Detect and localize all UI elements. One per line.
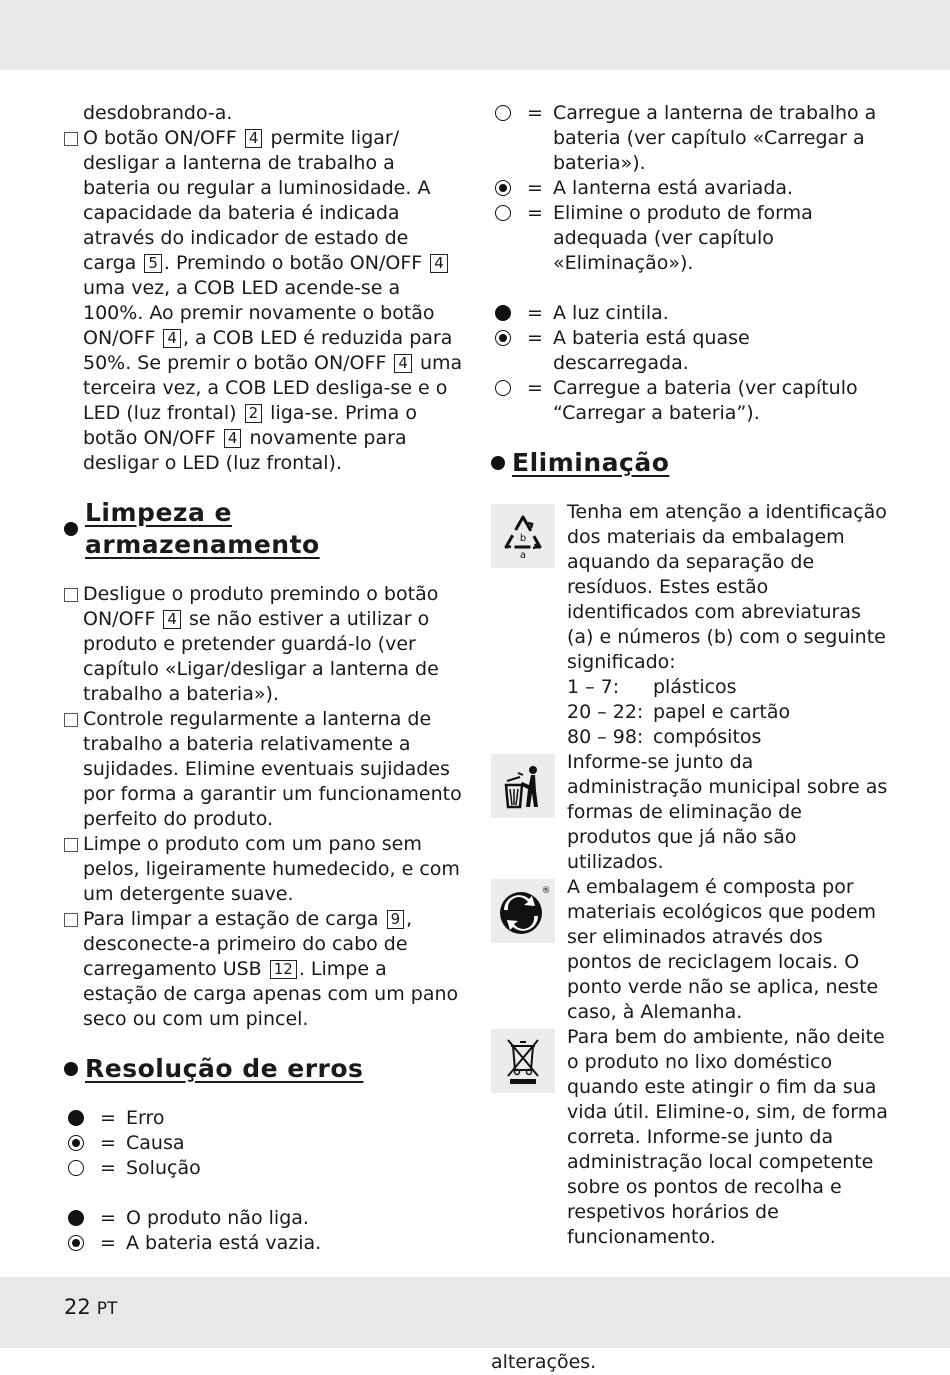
weee-text: Para bem do ambiente, não deite o produto no lixo doméstico quando este atingir o fim da sua vida útil. Elimine-o, sim, de forma correta. Informe-se junto da administração local competente sobre os pontos de recolha e respetivos horários de funcionamento. — [567, 1026, 888, 1248]
section-heading-troubleshooting: Resolução de erros — [64, 1053, 464, 1085]
target-circle-icon — [68, 1135, 84, 1151]
checkbox-bullet-icon — [64, 132, 78, 146]
filled-circle-icon — [68, 1110, 84, 1126]
troubleshoot-case-2: = A luz cintila. = A bateria está quase descarregada. = Carregue a bateria (ver capítulo “Carregar a bateria”). — [491, 301, 891, 426]
bin-text: Informe-se junto da administração municipal sobre as formas de eliminação de produtos que já não são utilizados. — [567, 751, 888, 873]
recycling-block — [491, 500, 891, 750]
list-item-onoff: O botão ON/OFF 4 permite ligar/ desligar a lanterna de trabalho a bateria ou regular a luminosidade. A capacidade da bateria é indicada através do indicador de estado de carga 5 . Premindo o botão ON/OFF 4 uma vez, a COB LED acende-se a 100%. Ao premir novamente o botão ON/OFF 4 , a COB LED é reduzida para 50%. Se premir o botão ON/OFF 4 uma terceira vez, a COB LED desliga-se e o LED (luz frontal) 2 liga-se. Prima o botão ON/OFF 4 novamente para desligar o LED (luz frontal). — [64, 126, 464, 476]
section-heading-cleaning: Limpeza e armazenamento — [64, 497, 464, 561]
target-circle-icon — [495, 330, 511, 346]
checkbox-bullet-icon — [64, 838, 78, 852]
list-item-cleaning-1: Desligue o produto premindo o botão ON/OFF 4 se não estiver a utilizar o produto e pretender guardá-lo (ver capítulo «Ligar/desligar a lanterna de trabalho a bateria»). — [64, 582, 464, 707]
list-item-cleaning-3: Limpe o produto com um pano sem pelos, ligeiramente humedecido, e com um detergente suave. — [64, 832, 464, 907]
empty-circle-icon — [495, 105, 511, 121]
section-heading-disposal: Eliminação — [491, 447, 891, 479]
header-band — [0, 0, 950, 70]
filled-circle-icon — [495, 305, 511, 321]
registered-mark: ® — [541, 886, 551, 896]
target-circle-icon — [495, 180, 511, 196]
troubleshoot-case-1: = O produto não liga. = A bateria está vazia. — [64, 1206, 464, 1256]
language-code: PT — [96, 1299, 118, 1319]
troubleshoot-case-1-continued: = Carregue a lanterna de trabalho a bateria (ver capítulo «Carregar a bateria»). = A lanterna está avariada. = Elimine o produto de forma adequada (ver capítulo «Eliminação»). — [491, 101, 891, 276]
ref-number: 4 — [163, 329, 181, 348]
list-item-cleaning-4: Para limpar a estação de carga 9 , desconecte-a primeiro do cabo de carregamento USB 12 . Limpe a estação de carga apenas com um pano seco ou com um pincel. — [64, 907, 464, 1032]
ref-number: 4 — [224, 429, 242, 448]
legend-list: = Erro = Causa = Solução — [64, 1106, 464, 1181]
green-dot-text: A embalagem é composta por materiais ecológicos que podem ser eliminados através dos pontos de reciclagem locais. O ponto verde não se aplica, neste caso, à Alemanha. — [567, 876, 879, 1023]
right-column — [491, 101, 891, 1375]
recycle-abbrev-label: a — [519, 550, 527, 561]
page-number: 22 PT — [64, 1295, 118, 1319]
ref-number: 9 — [387, 910, 405, 929]
weee-block — [491, 1025, 891, 1250]
crossed-bin-icon — [491, 1029, 555, 1093]
ref-number: 4 — [430, 254, 448, 273]
bin-block — [491, 750, 891, 875]
checkbox-bullet-icon — [64, 588, 78, 602]
ref-number: 2 — [245, 404, 263, 423]
material-codes: 1 – 7: plásticos 20 – 22: papel e cartão 80 – 98: compósitos — [567, 676, 791, 748]
battery-disposal-text: alterações. — [491, 1351, 597, 1373]
ref-number: 4 — [163, 610, 181, 629]
ref-number: 4 — [245, 129, 263, 148]
left-column — [64, 101, 464, 1256]
bullet-dot-icon — [64, 522, 78, 536]
bullet-dot-icon — [64, 1062, 78, 1076]
empty-circle-icon — [68, 1160, 84, 1176]
ref-number: 12 — [270, 960, 297, 979]
recycle-icon — [491, 504, 555, 568]
footer-band — [0, 1277, 950, 1348]
recycle-text: Tenha em atenção a identificação dos materiais da embalagem aquando da separação de resíduos. Estes estão identificados com abreviaturas (a) e números (b) com o seguinte significado: — [567, 501, 887, 673]
filled-circle-icon — [68, 1210, 84, 1226]
list-item-cleaning-2: Controle regularmente a lanterna de trabalho a bateria relativamente a sujidades. Elimine eventuais sujidades por forma a garantir um funcionamento perfeito do produto. — [64, 707, 464, 832]
target-circle-icon — [68, 1235, 84, 1251]
checkbox-bullet-icon — [64, 713, 78, 727]
empty-circle-icon — [495, 380, 511, 396]
empty-circle-icon — [495, 205, 511, 221]
ref-number: 5 — [144, 254, 162, 273]
bullet-dot-icon — [491, 456, 505, 470]
recycle-number-label: b — [519, 533, 527, 544]
intro-tail: desdobrando-a. — [83, 102, 233, 124]
checkbox-bullet-icon — [64, 913, 78, 927]
green-dot-block — [491, 875, 891, 1025]
trash-bin-person-icon — [491, 754, 555, 818]
ref-number: 4 — [394, 354, 412, 373]
green-dot-icon — [491, 879, 555, 943]
